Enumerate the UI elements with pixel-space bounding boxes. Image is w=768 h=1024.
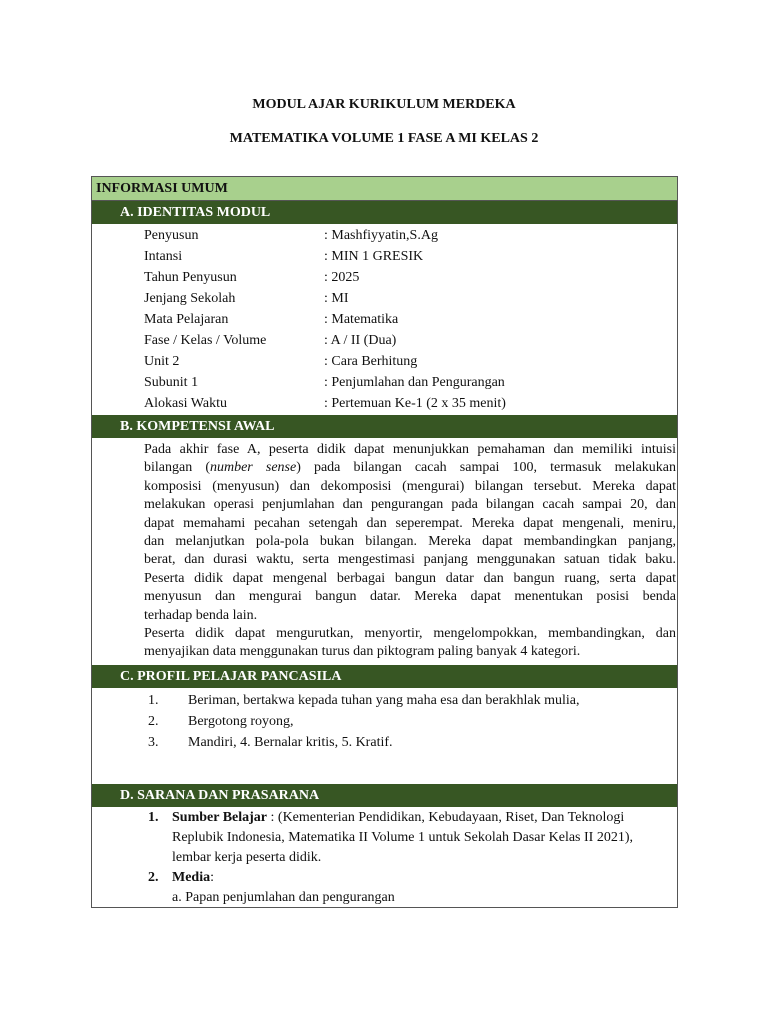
identity-label: Alokasi Waktu [144,396,227,411]
emphasis-text: number sense [209,460,297,476]
identity-value: : Cara Berhitung [324,354,418,369]
list-item [148,868,668,888]
paragraph-line: Peserta didik dapat mengenal berbagai bangun datar dan bangun ruang, serta dapat [144,570,676,586]
paragraph-line: Pada akhir fase A, peserta didik dapat menunjukkan pemahaman dan memiliki intuisi [144,442,676,457]
text-fragment: ) pada bilangan cacah sampai 100, termasuk melakukan [296,460,677,476]
kompetensi-text [144,441,676,662]
identity-label: Fase / Kelas / Volume [144,333,267,348]
identity-row [144,289,349,309]
identity-row [144,268,359,288]
profil-list [148,690,579,753]
item-text: Replubik Indonesia, Matematika II Volume 1 untuk Sekolah Dasar Kelas II 2021), [172,830,633,845]
list-number: 1. [148,810,159,825]
paragraph-line: dapat memahami pecahan setengah dan seperempat. Mereka dapat mengenali, meniru, [144,515,676,531]
identity-label: Tahun Penyusun [144,270,237,285]
item-text: : (Kementerian Pendidikan, Kebudayaan, Riset, Dan Teknologi [267,810,625,825]
identity-value: : MIN 1 GRESIK [324,249,424,264]
list-item [148,690,579,711]
identity-value: : Matematika [324,312,399,327]
list-text: Bergotong royong, [188,714,294,729]
identity-value: : MI [324,291,349,306]
paragraph-line: Peserta didik dapat mengurutkan, menyortir, mengelompokkan, membandingkan, dan [144,626,676,642]
paragraph-line: komposisi (menyusun) dan dekomposisi (mengurai) bilangan tersebut. Mereka dapat [144,478,676,494]
identity-value: : Mashfiyyatin,S.Ag [324,228,438,243]
module-table [91,176,678,908]
item-heading: Media [172,870,211,885]
paragraph-line: berat, dan durasi waktu, serta mengestimasi panjang menggunakan satuan tidak baku. [144,552,676,568]
list-text: Mandiri, 4. Bernalar kritis, 5. Kratif. [188,735,393,750]
sub-item: a. Papan penjumlahan dan pengurangan [172,890,395,905]
list-number: 2. [148,870,159,885]
section-identitas-modul: A. IDENTITAS MODUL [92,201,677,224]
list-number: 2. [148,714,159,729]
list-number: 1. [148,693,159,708]
identity-row [144,373,505,393]
section-informasi-umum: INFORMASI UMUM [92,177,677,201]
identity-value: : Penjumlahan dan Pengurangan [324,375,505,390]
document-title: MODUL AJAR KURIKULUM MERDEKA [252,97,516,112]
identity-value: : A / II (Dua) [324,333,397,348]
identity-row [144,247,423,267]
identity-label: Unit 2 [144,354,180,369]
identity-label: Mata Pelajaran [144,312,229,327]
list-item [148,732,579,753]
identity-row [144,394,506,414]
identity-label: Intansi [144,249,183,264]
list-item [148,711,579,732]
sarana-list [148,808,668,908]
paragraph-line: menyajikan data menggunakan turus dan piktogram paling banyak 4 kategori. [144,644,581,660]
identity-label: Penyusun [144,228,199,243]
list-item [148,808,668,828]
item-heading: Sumber Belajar [172,810,268,825]
paragraph-line: menyusun dan mengurai bangun datar. Mereka dapat menentukan posisi benda [144,589,676,605]
list-number: 3. [148,735,159,750]
section-profil-pelajar-pancasila: C. PROFIL PELAJAR PANCASILA [92,665,677,688]
item-text: : [210,870,214,885]
identity-row [144,352,417,372]
document-subtitle: MATEMATIKA VOLUME 1 FASE A MI KELAS 2 [229,131,539,146]
identity-row [144,226,438,246]
section-kompetensi-awal: B. KOMPETENSI AWAL [92,415,677,438]
list-text: Beriman, bertakwa kepada tuhan yang maha esa dan berakhlak mulia, [188,693,580,708]
paragraph-line: terhadap benda lain. [144,607,258,623]
paragraph-line: dan melanjutkan pola-pola bukan bilangan. Mereka dapat membandingkan panjang, [144,534,676,550]
text-fragment: bilangan ( [144,460,210,476]
identity-label: Subunit 1 [144,375,199,390]
identity-label: Jenjang Sekolah [144,291,236,306]
paragraph-line: melakukan operasi penjumlahan dan pengurangan pada bilangan cacah sampai 20, dan [144,497,676,513]
identity-row [144,331,396,351]
identity-value: : Pertemuan Ke-1 (2 x 35 menit) [324,396,506,411]
item-text: lembar kerja peserta didik. [172,850,322,865]
paragraph-line [144,459,676,477]
identity-row [144,310,398,330]
section-sarana-prasarana: D. SARANA DAN PRASARANA [92,784,677,807]
identity-value: : 2025 [324,270,360,285]
